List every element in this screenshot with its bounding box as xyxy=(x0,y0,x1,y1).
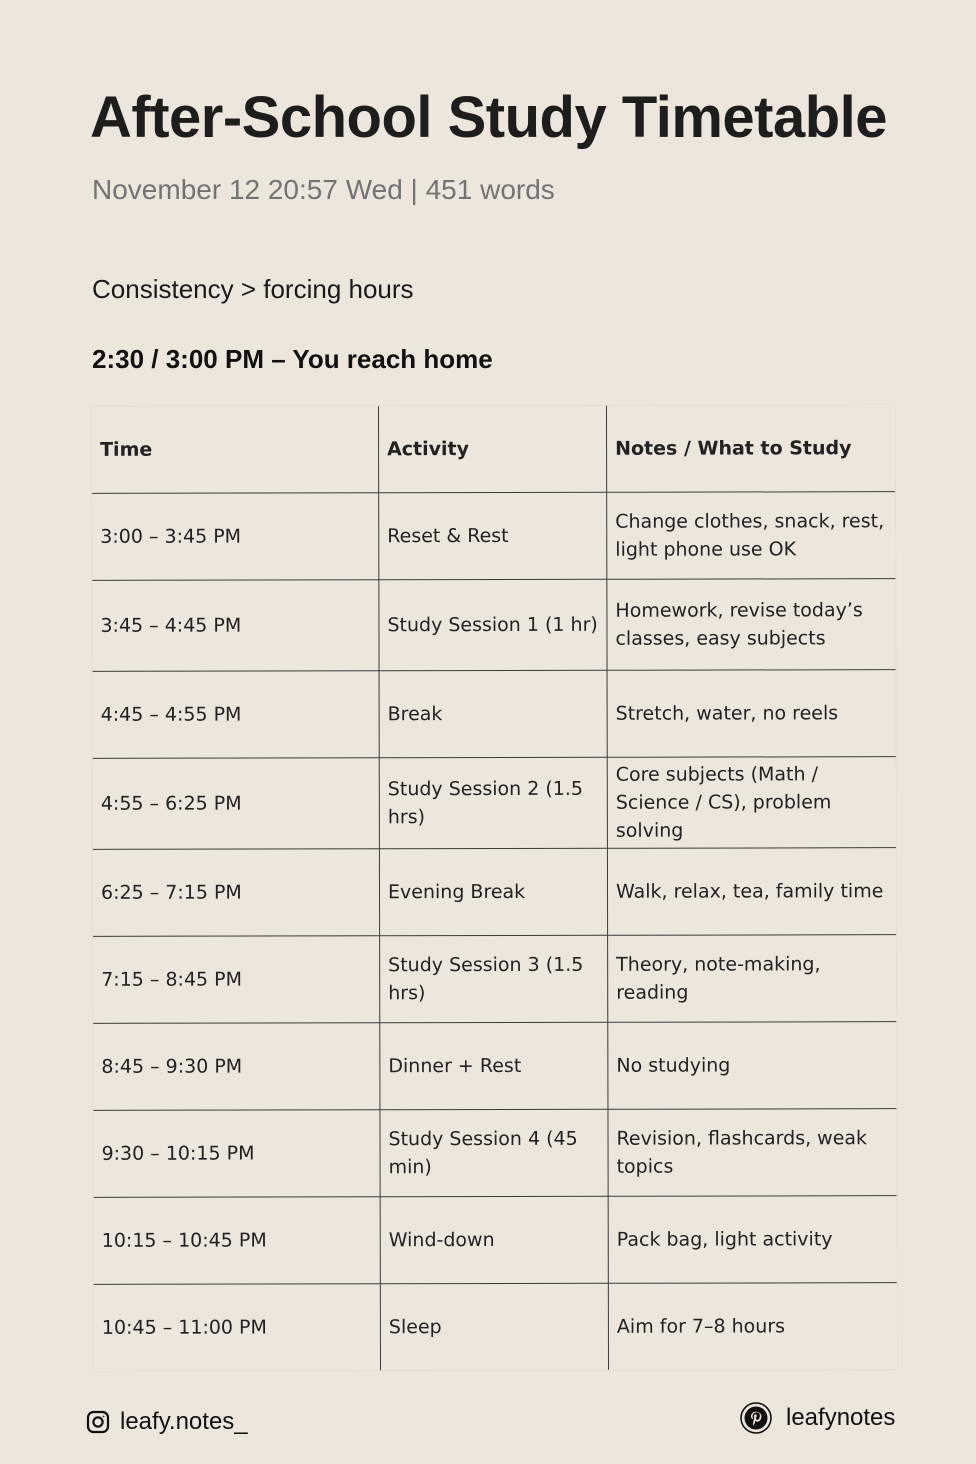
table-row xyxy=(93,670,896,759)
tagline: Consistency > forcing hours xyxy=(92,274,414,304)
timetable-table xyxy=(92,405,897,1371)
section-heading: 2:30 / 3:00 PM – You reach home xyxy=(92,344,493,374)
cell-notes: Aim for 7–8 hours xyxy=(616,1315,786,1338)
timetable xyxy=(92,405,897,1371)
table-row xyxy=(94,1196,897,1285)
cell-time: 10:15 – 10:45 PM xyxy=(94,1197,381,1285)
cell-time: 8:45 – 9:30 PM xyxy=(93,1023,380,1111)
column-header-activity: Activity xyxy=(378,406,606,493)
cell-notes: Theory, note-making, reading xyxy=(608,935,897,1023)
table-row xyxy=(92,492,895,581)
cell-activity: Sleep xyxy=(380,1283,608,1370)
table-row xyxy=(94,1283,897,1371)
cell-activity: Study Session 3 (1.5 hrs) xyxy=(380,935,608,1022)
cell-time: 4:55 – 6:25 PM xyxy=(93,758,380,850)
cell-notes: Pack bag, light activity xyxy=(608,1196,897,1284)
cell-time: 6:25 – 7:15 PM xyxy=(93,849,380,937)
instagram-handle[interactable] xyxy=(86,1408,248,1436)
cell-notes: Stretch, water, no reels xyxy=(607,670,896,758)
cell-time: 7:15 – 8:45 PM xyxy=(93,936,380,1024)
cell-notes: Change clothes, snack, rest, light phone use OK xyxy=(607,492,896,580)
table-row xyxy=(93,935,896,1024)
cell-activity: Reset & Rest xyxy=(379,492,607,579)
table-row xyxy=(93,848,896,937)
cell-activity: Evening Break xyxy=(379,848,607,935)
cell-time: 3:45 – 4:45 PM xyxy=(92,580,379,672)
pinterest-handle[interactable] xyxy=(740,1402,895,1434)
pinterest-username: leafynotes xyxy=(786,1404,896,1431)
table-row xyxy=(92,579,895,672)
cell-time: 3:00 – 3:45 PM xyxy=(92,493,379,581)
page-title: After-School Study Timetable xyxy=(90,85,888,150)
instagram-icon xyxy=(86,1410,110,1434)
table-row xyxy=(93,757,896,850)
table-row xyxy=(93,1109,896,1198)
table-row xyxy=(93,1022,896,1111)
column-header-notes: Notes / What to Study xyxy=(606,405,895,492)
cell-time: 10:45 – 11:00 PM xyxy=(94,1284,381,1371)
cell-notes: Homework, revise today’s classes, easy subjects xyxy=(607,579,896,671)
cell-activity: Wind-down xyxy=(380,1196,608,1283)
table-header-row xyxy=(92,405,895,493)
pinterest-icon xyxy=(740,1402,772,1434)
cell-activity: Break xyxy=(379,670,607,757)
cell-activity: Study Session 1 (1 hr) xyxy=(379,579,607,670)
instagram-username: leafy.notes_ xyxy=(120,1408,248,1435)
cell-activity: Study Session 2 (1.5 hrs) xyxy=(379,757,607,848)
cell-notes: Walk, relax, tea, family time xyxy=(607,848,896,936)
column-header-time: Time xyxy=(92,406,379,493)
cell-activity: Dinner + Rest xyxy=(380,1022,608,1109)
cell-time: 4:45 – 4:55 PM xyxy=(93,671,380,759)
cell-notes: Core subjects (Math / Science / CS), problem solving xyxy=(607,757,896,849)
cell-notes: No studying xyxy=(608,1022,897,1110)
cell-activity: Study Session 4 (45 min) xyxy=(380,1109,608,1196)
cell-notes: Revision, flashcards, weak topics xyxy=(608,1109,897,1197)
cell-time: 9:30 – 10:15 PM xyxy=(93,1110,380,1198)
note-meta: November 12 20:57 Wed | 451 words xyxy=(92,174,555,205)
